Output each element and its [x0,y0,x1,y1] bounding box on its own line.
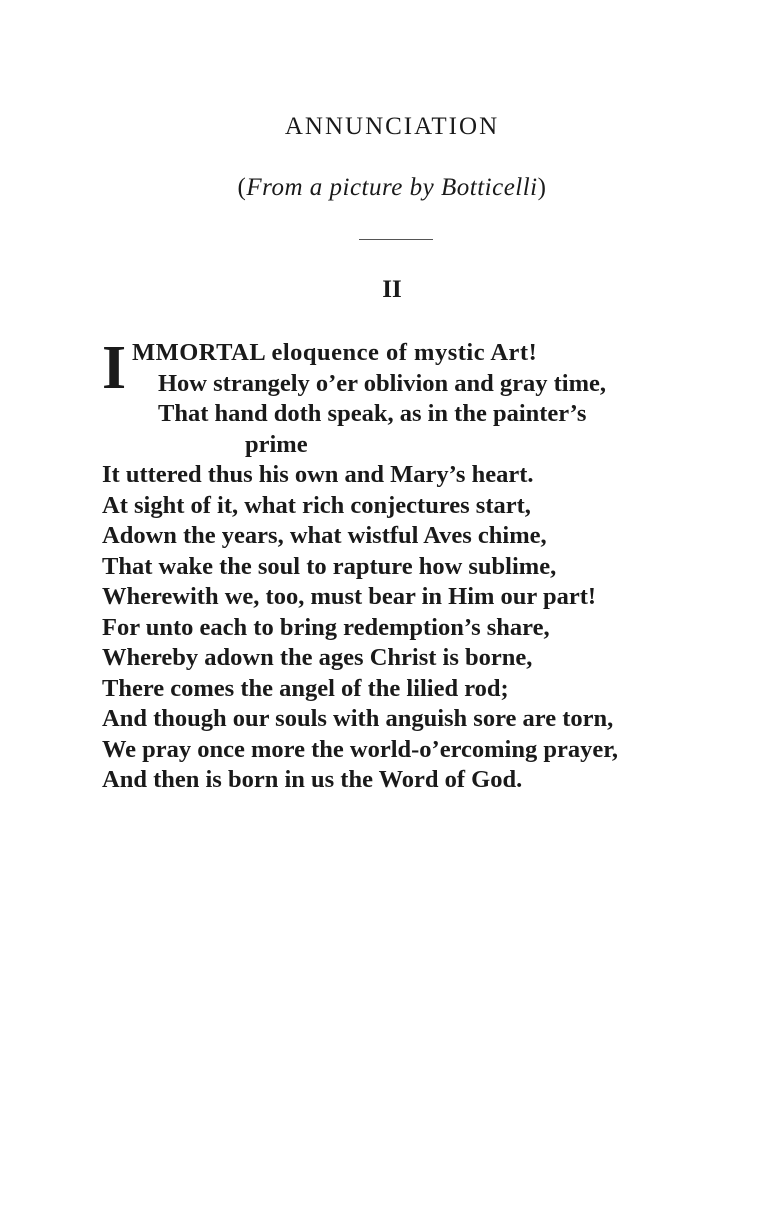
poem-line-1: MMORTAL eloquence of mystic Art! [132,339,538,366]
poem-line-8: Wherewith we, too, must bear in Him our part! [102,583,597,610]
poem-line-13: We pray once more the world-o’ercoming prayer, [102,735,618,763]
poem-line-9: For unto each to bring redemption’s share, [102,613,550,641]
poem-title: ANNUNCIATION [284,113,500,140]
poem-line-7: That wake the soul to rapture how sublime, [102,552,557,580]
poem-line-3-continuation: prime [245,430,308,458]
poem-line-3: That hand doth speak, as in the painter’s [158,400,587,427]
subtitle-open-paren: ( [237,174,247,201]
poem-line-6: Adown the years, what wistful Aves chime, [102,522,547,549]
poem-line-12: And though our souls with anguish sore are torn, [102,705,614,732]
subtitle-text: From a picture by Botticelli [246,174,538,201]
poem-subtitle [0,174,784,202]
poem-line-2: How strangely o’er oblivion and gray time, [158,369,607,397]
poem-line-5: At sight of it, what rich conjectures start, [102,491,531,519]
poem-line-10: Whereby adown the ages Christ is borne, [102,644,533,671]
subtitle-close-paren: ) [537,174,547,201]
poem-line-4: It uttered thus his own and Mary’s heart. [102,461,534,488]
drop-cap: I [102,334,127,402]
section-divider [359,239,433,240]
poem-line-11: There comes the angel of the lilied rod; [102,674,509,702]
poem-line-14: And then is born in us the Word of God. [102,766,523,793]
poem-body [102,334,702,796]
section-number: II [382,276,402,303]
